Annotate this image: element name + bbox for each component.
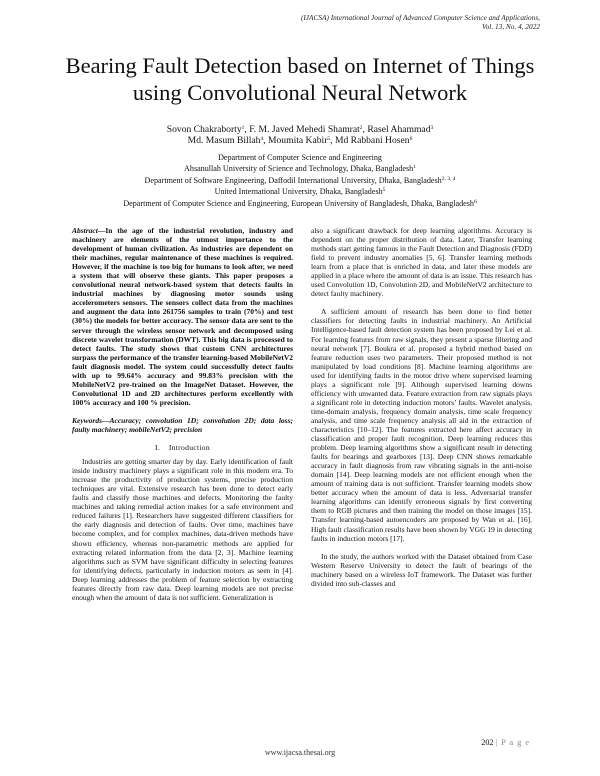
page-label: | P a g e [495, 738, 530, 747]
affiliation [60, 186, 540, 197]
affiliation-mark: 1 [413, 164, 416, 171]
affiliation-mark: 6 [473, 198, 477, 205]
author-name: Md. Masum Billah [187, 135, 261, 147]
journal-header-line1: (IJACSA) International Journal of Advanced Computer Science and Applications, [300, 13, 540, 22]
affiliation [60, 152, 540, 163]
body-paragraph: also a significant drawback for deep learning algorithms. Accuracy is dependent on the proper distribution of data. Later, Transfer learning methods start getting famous in the Fault Detection and Diagnosis (FDD) field to prevent industry anomalies [5, 6]. Transfer learning methods learn from a place that is enriched in data, and later these models are applied in a place where the amount of data is an issue. This research has used Convolution 1D, Convolution 2D, and MobileNetV2 architecture to detect faulty machinery. [311, 226, 532, 299]
author-name: Md Rabbani Hosen [334, 135, 410, 147]
affiliation-text: Department of Computer Science and Engineering [218, 153, 382, 162]
author-affiliation-mark: 3 [430, 125, 434, 131]
author-name: Rasel Ahammad [367, 124, 431, 135]
abstract-text: —In the age of the industrial revolution, industry and machinery are elements of the utmost importance to the development of human civilization. As industries are dependent on their machines, regular maintenance of these machines is required. However, if the machine is too big for humans to look after, we need a system that will observe these giants. This paper proposes a convolutional neural network-based system that detects faults in industrial machines by diagnosing motor sounds using accelerometers sensors. The sensors collect data from the machines and augment the data into 261756 samples to train (70%) and test (30%) the models for better accuracy. The sensor data are sent to the server through the wireless sensor network and decomposed using discrete wavelet transformation (DWT). This big data is processed to detect faults. The study shows that custom CNN architectures surpass the performance of the transfer learning-based MobileNetV2 fault diagnosis model. The system could successfully detect faults with up to 99.64% accuracy and 99.83% precision with the MobileNetV2 pre-trained on the ImageNet Dataset. However, the Convolutional 1D and 2D architectures perform excellently with 100% accuracy and 100 % precision. [72, 226, 293, 407]
author-affiliation-mark: 2 [359, 125, 363, 131]
left-column [72, 226, 293, 602]
abstract-label: Abstract [72, 226, 98, 235]
body-paragraph: Industries are getting smarter day by day. Early identification of fault inside industry machinery plays a significant role in this modern era. To increase the productivity of production systems, precise production techniques are vital. Extensive research has been done to detect early faults and classify those machines and defects. Monitoring the faulty machines and taking remedial action makes for a safe environment and reduced failures [1]. Researchers have suggested different classifiers for the early diagnosis and detection of faults. Over time, machines have become complex, and for complex machines, data-driven methods have shown efficiency, whereas non-parametric methods are applied for extracting related information from the data [2, 3]. Machine learning algorithms such as SVM have significant difficulty in selecting features for identifying defects, particularly in induction motors as seen in [4]. Deep learning addresses the problem of feature selection by extracting features directly from raw data. Deep learning models are not precise enough when the amount of data is not sufficient. Generalization is [72, 457, 293, 602]
abstract [72, 226, 293, 407]
affiliation-text: Department of Computer Science and Engineering, European University of Bangladesh, Dhaka, Bangladesh [123, 198, 474, 208]
author-name: F. M. Javed Mehedi Shamrat [249, 124, 360, 135]
paper-title-line2: using Convolutional Neural Network [132, 79, 468, 105]
author-name: Moumita Kabir [267, 135, 328, 147]
affiliation-text: Department of Software Engineering, Daffodil International University, Dhaka, Bangladesh [144, 175, 442, 185]
body-paragraph: In the study, the authors worked with the Dataset obtained from Case Western Reserve University to detect the fault of bearings of the machinery based on a wireless IoT framework. The Dataset was further divided into sub-classes and [311, 551, 532, 588]
affiliation [60, 175, 540, 186]
affiliation-text: United International University, Dhaka, Bangladesh [214, 187, 383, 197]
author-affiliation-mark: 1 [241, 125, 245, 131]
author-name: Sovon Chakraborty [166, 124, 242, 135]
author-affiliation-mark: 4 [260, 136, 264, 143]
section-heading [72, 443, 293, 452]
keywords-label: Keywords [72, 415, 102, 425]
body-paragraph: A sufficient amount of research has been done to find better classifiers for detecting faults in industrial machinery. An Artificial Intelligence-based fault detection system has been proposed by Lei et al. For learning features from raw signals, they present a sparse filtering and neural network [7]. Boukra et al. proposed a hybrid method based on feature reduction uses two parameters. Their proposed method is not manipulated by load conditions [8]. Machine learning algorithms are used for identifying faults in the motor drive where supervised learning plays a significant role [9]. Although supervised learning downs efficiency with unwanted data. Feature extraction from raw signals plays a significant role in detecting induction motors’ faults. Wavelet analysis, time-domain analysis, frequency domain analysis, time scale frequency analysis, and time scale frequency analysis all aid in the extraction of characteristics [10–12]. The features extracted here affect accuracy in classification and proper fault recognition. Deep learning reduces this problem. Deep learning algorithms show a significant result in detecting faults for bearings and gearboxes [13]. Deep CNN shows remarkable accuracy in fault diagnosis from raw vibrating signals in the anti-noise domain [14]. Deep learning models are not efficient enough when the amount of training data is not sufficient. Transfer learning models show better accuracy when the amount of data is less. Adversarial transfer learning algorithms can identify erroneous signals by first converting them to RGB pictures and then training the model on those images [15]. Transfer learning-based autoencoders are proposed by Wan et al. [16]. High fault classification results have been shown by VGG 19 in detecting faults in induction motors [17]. [311, 307, 532, 543]
affiliation-mark: 5 [382, 187, 386, 194]
author-line-2: Md. Masum Billah$^4$, Moumita Kabir$^5$, Md Rabbani Hosen$^6$ [187, 135, 413, 147]
page-number [481, 738, 530, 747]
journal-header-line2: Vol. 13, No. 4, 2022 [482, 22, 540, 31]
paper-title-line1: Bearing Fault Detection based on Internet of Things [65, 53, 535, 78]
author-line-1: Sovon Chakraborty$^1$, F. M. Javed Mehedi Shamrat$^2$, Rasel Ahammad$^3$ [166, 124, 434, 135]
footer-url[interactable]: www.ijacsa.thesai.org [264, 748, 336, 757]
right-column [311, 226, 532, 588]
affiliation [60, 198, 540, 209]
affiliation-text: Ahsanullah University of Science and Technology, Dhaka, Bangladesh [184, 164, 414, 174]
affiliation-mark: 2, 3, 4 [441, 175, 456, 182]
section-number: I. [155, 443, 161, 453]
section-title: Introduction [168, 443, 210, 453]
affiliation-list [60, 152, 540, 209]
paper-title [40, 53, 560, 106]
keywords-text: —Accuracy; convolution 1D; convolution 2D; data loss; faulty machinery; mobileNetV2; precision [72, 415, 293, 434]
affiliation [60, 163, 540, 174]
author-affiliation-mark: 5 [327, 136, 331, 143]
author-affiliation-mark: 6 [409, 136, 413, 143]
author-list [60, 124, 540, 146]
page-number-value: 202 [481, 738, 494, 747]
journal-header [140, 13, 540, 31]
keywords [72, 416, 293, 434]
